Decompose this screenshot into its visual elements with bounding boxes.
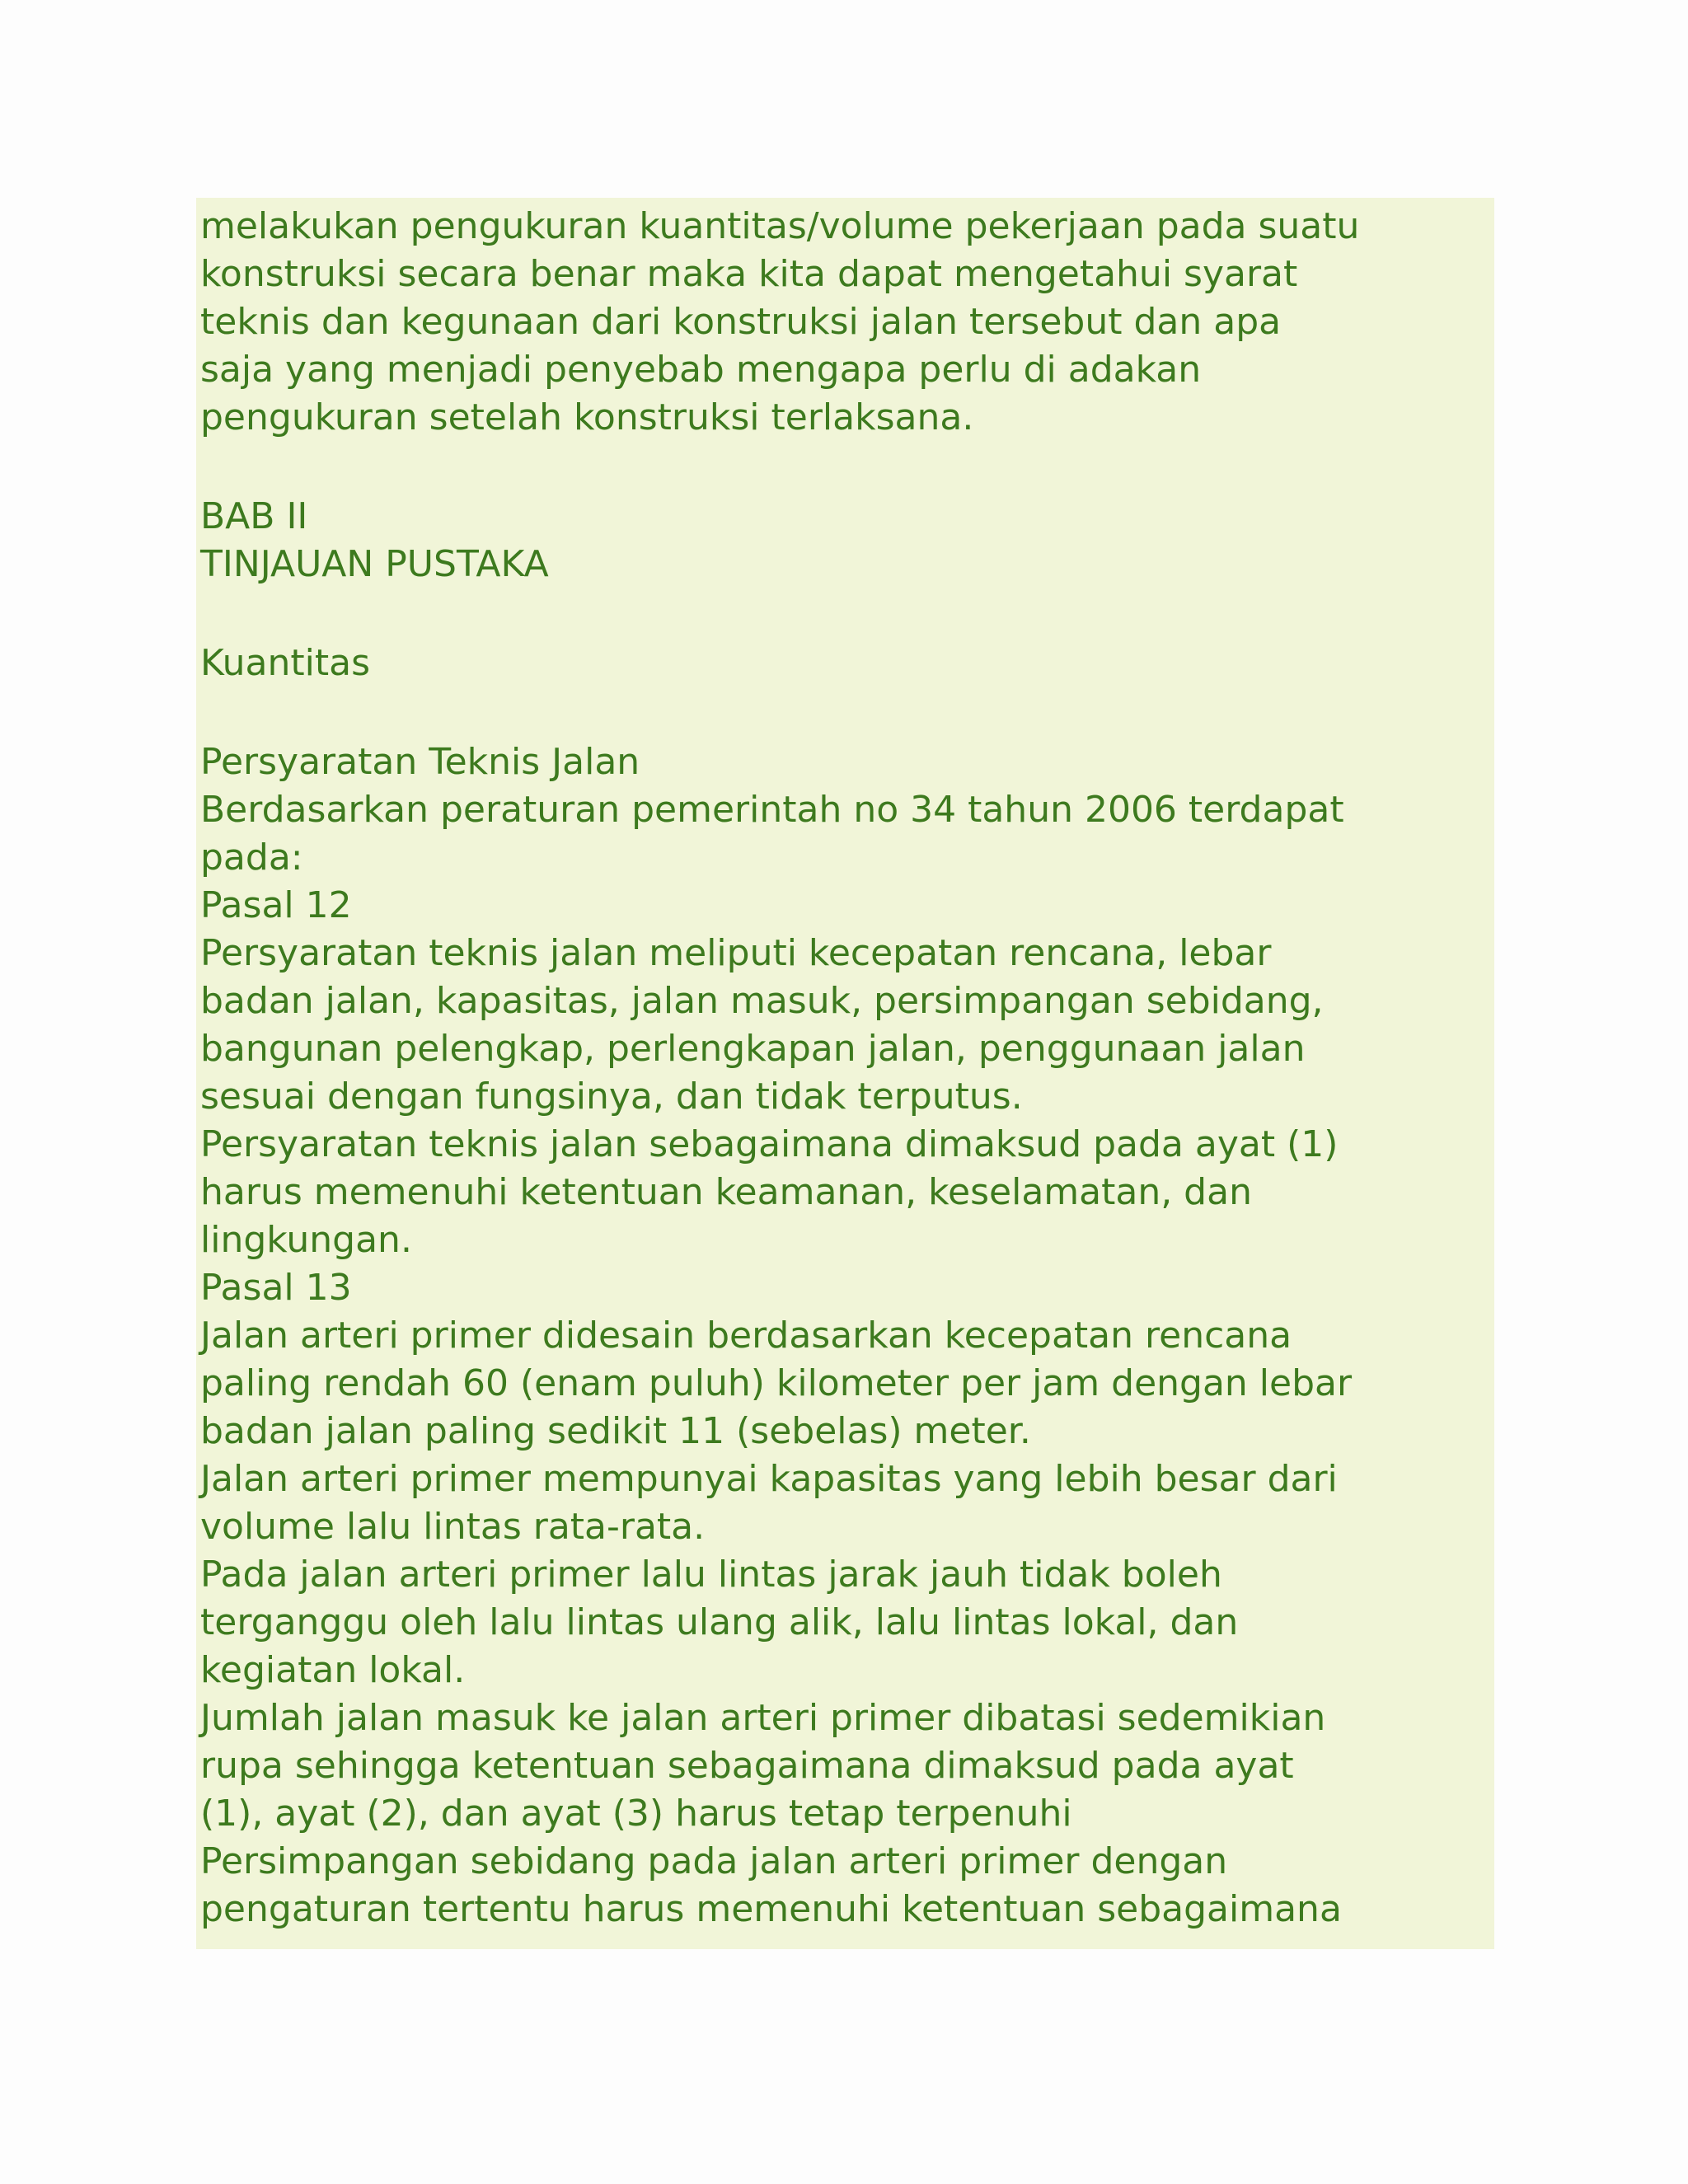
text-line: kegiatan lokal. bbox=[200, 1649, 466, 1691]
chapter-number: BAB II bbox=[200, 495, 308, 537]
text-line: Jumlah jalan masuk ke jalan arteri primer dibatasi sedemikian bbox=[200, 1697, 1326, 1739]
text-line: sesuai dengan fungsinya, dan tidak terputus. bbox=[200, 1076, 1023, 1118]
text-line: Persimpangan sebidang pada jalan arteri primer dengan bbox=[200, 1840, 1228, 1882]
document-body bbox=[196, 198, 1494, 1949]
text-line: teknis dan kegunaan dari konstruksi jalan tersebut dan apa bbox=[200, 301, 1282, 343]
text-line: konstruksi secara benar maka kita dapat mengetahui syarat bbox=[200, 253, 1298, 295]
article-heading: Pasal 12 bbox=[200, 884, 352, 926]
text-line: Persyaratan teknis jalan meliputi kecepatan rencana, lebar bbox=[200, 932, 1272, 974]
text-line: pengaturan tertentu harus memenuhi ketentuan sebagaimana bbox=[200, 1888, 1342, 1930]
text-line: volume lalu lintas rata-rata. bbox=[200, 1506, 706, 1548]
text-line: badan jalan paling sedikit 11 (sebelas) meter. bbox=[200, 1410, 1031, 1452]
text-line: Jalan arteri primer mempunyai kapasitas yang lebih besar dari bbox=[200, 1458, 1338, 1500]
text-line: bangunan pelengkap, perlengkapan jalan, penggunaan jalan bbox=[200, 1028, 1306, 1070]
text-line: melakukan pengukuran kuantitas/volume pekerjaan pada suatu bbox=[200, 205, 1360, 247]
text-line: Pada jalan arteri primer lalu lintas jarak jauh tidak boleh bbox=[200, 1554, 1222, 1596]
article-heading: Pasal 13 bbox=[200, 1267, 352, 1309]
section-heading: Kuantitas bbox=[200, 642, 371, 684]
subsection-heading: Persyaratan Teknis Jalan bbox=[200, 741, 640, 783]
text-line: (1), ayat (2), dan ayat (3) harus tetap terpenuhi bbox=[200, 1793, 1072, 1835]
text-line: Berdasarkan peraturan pemerintah no 34 tahun 2006 terdapat bbox=[200, 789, 1344, 831]
text-line: Persyaratan teknis jalan sebagaimana dimaksud pada ayat (1) bbox=[200, 1123, 1339, 1165]
chapter-title: TINJAUAN PUSTAKA bbox=[200, 543, 549, 585]
text-line: Jalan arteri primer didesain berdasarkan kecepatan rencana bbox=[200, 1315, 1292, 1357]
text-line: lingkungan. bbox=[200, 1219, 412, 1261]
text-line: terganggu oleh lalu lintas ulang alik, lalu lintas lokal, dan bbox=[200, 1601, 1239, 1643]
text-line: rupa sehingga ketentuan sebagaimana dimaksud pada ayat bbox=[200, 1745, 1294, 1787]
text-line: pada: bbox=[200, 837, 303, 879]
text-line: harus memenuhi ketentuan keamanan, keselamatan, dan bbox=[200, 1171, 1252, 1213]
text-line: saja yang menjadi penyebab mengapa perlu di adakan bbox=[200, 349, 1202, 391]
text-line: paling rendah 60 (enam puluh) kilometer per jam dengan lebar bbox=[200, 1362, 1353, 1404]
text-line: badan jalan, kapasitas, jalan masuk, persimpangan sebidang, bbox=[200, 980, 1324, 1022]
text-line: pengukuran setelah konstruksi terlaksana. bbox=[200, 396, 974, 438]
